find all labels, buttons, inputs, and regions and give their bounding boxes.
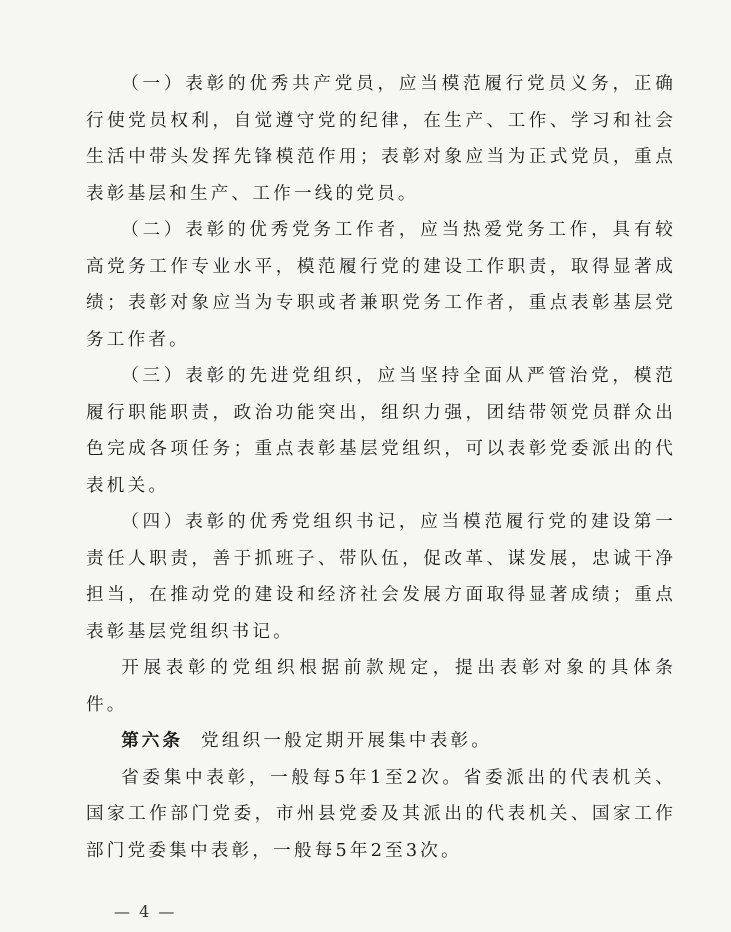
article-text: 党组织一般定期开展集中表彰。 (200, 731, 493, 751)
article-label: 第六条 (121, 731, 183, 751)
paragraph-6: 省委集中表彰，一般每5年1至2次。省委派出的代表机关、国家工作部门党委，市州县党委及其派出的代表机关、国家工作部门党委集中表彰，一般每5年2至3次。 (86, 767, 676, 861)
paragraph-2: （二）表彰的优秀党务工作者，应当热爱党务工作，具有较高党务工作专业水平，模范履行党的建设工作职责，取得显著成绩；表彰对象应当为专职或者兼职党务工作者，重点表彰基层党务工作者。 (86, 220, 676, 350)
paragraph-4: （四）表彰的优秀党组织书记，应当模范履行党的建设第一责任人职责，善于抓班子、带队伍，促改革、谋发展，忠诚干净担当，在推动党的建设和经济社会发展方面取得显著成绩；重点表彰基层党组织书记。 (86, 512, 676, 642)
page-number: — 4 — (114, 902, 177, 921)
document-body (86, 66, 676, 869)
paragraph-1: （一）表彰的优秀共产党员，应当模范履行党员义务，正确行使党员权利，自觉遵守党的纪律，在生产、工作、学习和社会生活中带头发挥先锋模范作用；表彰对象应当为正式党员，重点表彰基层和生产、工作一线的党员。 (86, 74, 676, 204)
paragraph-5: 开展表彰的党组织根据前款规定，提出表彰对象的具体条件。 (86, 658, 676, 715)
paragraph-3: （三）表彰的先进党组织，应当坚持全面从严管治党，模范履行职能职责，政治功能突出，组织力强，团结带领党员群众出色完成各项任务；重点表彰基层党组织，可以表彰党委派出的代表机关。 (86, 366, 676, 496)
article-six (86, 723, 676, 760)
